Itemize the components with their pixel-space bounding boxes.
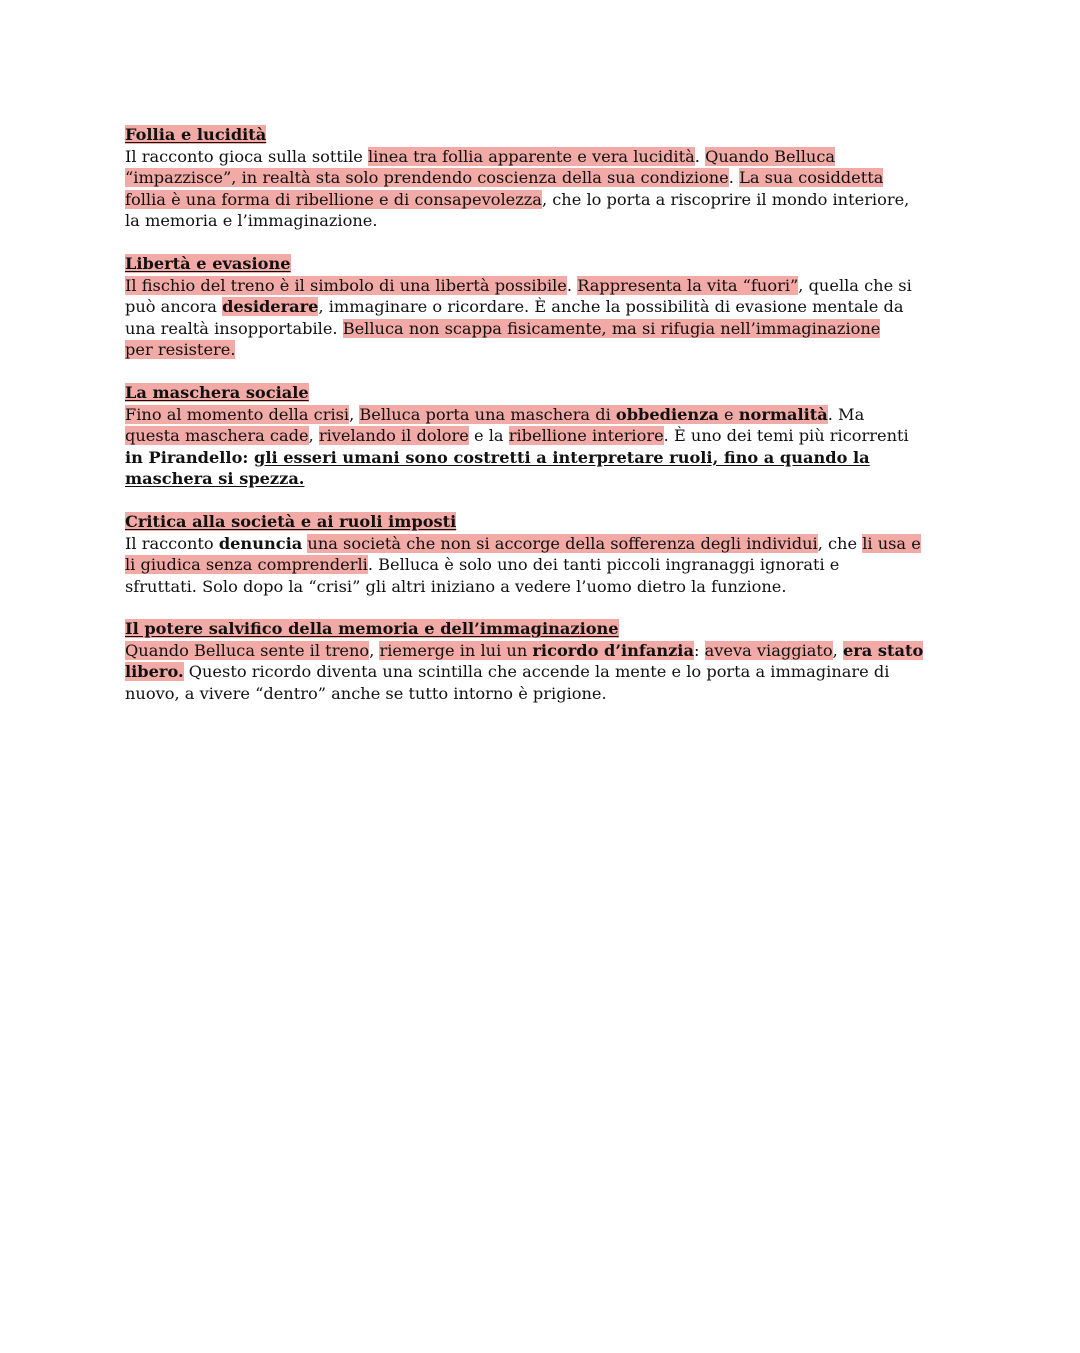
text-segment: nuovo, a vivere “dentro” anche se tutto intorno è prigione. (125, 684, 607, 704)
highlighted-text: desiderare (222, 297, 319, 317)
highlighted-text: “impazzisce”, in realtà sta solo prendendo coscienza della sua condizione (125, 168, 729, 188)
text-segment: . (694, 146, 706, 166)
text-line (125, 404, 965, 426)
heading-text: Follia e lucidità (125, 125, 267, 144)
highlighted-text: riemerge in lui un (379, 640, 533, 660)
heading-text: La maschera sociale (125, 382, 309, 402)
highlighted-text: normalità (738, 404, 828, 424)
highlighted-text: aveva viaggiato (704, 640, 833, 660)
text-line (125, 447, 965, 469)
text-segment: , (369, 640, 380, 660)
text-segment: . Belluca è solo uno dei tanti piccoli ingranaggi ignorati e (367, 555, 840, 575)
bold-text: gli esseri umani sono costretti a interpretare ruoli, fino a quando la (254, 447, 870, 467)
text-line (125, 296, 965, 318)
text-line (125, 425, 965, 447)
text-line (125, 533, 965, 555)
text-segment: . (566, 275, 578, 295)
section-paragraph (125, 146, 965, 232)
highlighted-text: obbedienza (615, 404, 719, 424)
text-segment: una realtà insopportabile. (125, 318, 343, 338)
text-segment: , (308, 426, 319, 446)
highlighted-text: questa maschera cade (125, 426, 309, 446)
section-paragraph (125, 404, 965, 490)
text-segment: può ancora (125, 297, 223, 317)
highlighted-text: libero. (125, 662, 184, 682)
section-paragraph (125, 640, 965, 705)
highlighted-text: follia è una forma di ribellione e di consapevolezza (125, 189, 542, 209)
section-heading (125, 511, 965, 533)
section-paragraph (125, 533, 965, 598)
text-line (125, 339, 965, 361)
text-segment: Il racconto (125, 533, 219, 553)
text-line (125, 146, 965, 168)
text-segment: Questo ricordo diventa una scintilla che accende la mente e lo porta a immaginare di (183, 662, 890, 682)
section-heading (125, 124, 965, 146)
bold-text: maschera si spezza. (125, 469, 305, 489)
text-line (125, 189, 965, 211)
text-segment: , che lo porta a riscoprire il mondo interiore, (541, 189, 910, 209)
heading-text: Critica alla società e ai ruoli imposti (125, 511, 457, 531)
highlighted-text: La sua cosiddetta (739, 168, 884, 188)
text-segment: , (349, 404, 360, 424)
text-segment: . Ma (827, 404, 865, 424)
highlighted-text: rivelando il dolore (318, 426, 469, 446)
text-segment: e la (468, 426, 509, 446)
highlighted-text: ribellione interiore (508, 426, 664, 446)
text-line (125, 661, 965, 683)
section-paragraph (125, 275, 965, 361)
text-segment: , che (817, 533, 863, 553)
highlighted-text: Fino al momento della crisi (125, 404, 350, 424)
highlighted-text: una società che non si accorge della sofferenza degli individui (307, 533, 818, 553)
section (125, 618, 965, 704)
text-segment: Il racconto gioca sulla sottile (125, 146, 368, 166)
text-line (125, 640, 965, 662)
highlighted-text: Il fischio del treno è il simbolo di una libertà possibile (125, 275, 567, 295)
highlighted-text: era stato (842, 640, 924, 660)
text-line (125, 576, 965, 598)
highlighted-text: li giudica senza comprenderli (125, 555, 368, 575)
section (125, 511, 965, 597)
bold-text: in Pirandello: (125, 447, 254, 467)
text-segment: , immaginare o ricordare. È anche la possibilità di evasione mentale da (318, 297, 904, 317)
text-line (125, 210, 965, 232)
heading-text: Libertà e evasione (125, 253, 291, 273)
bold-text: denuncia (218, 533, 303, 553)
heading-text: Il potere salvifico della memoria e dell’immaginazione (125, 619, 619, 639)
highlighted-text: ricordo d’infanzia (532, 640, 694, 660)
highlighted-text: Quando Belluca (705, 146, 836, 166)
highlighted-text: Belluca non scappa fisicamente, ma si rifugia nell’immaginazione (342, 318, 881, 338)
section-heading (125, 618, 965, 640)
highlighted-text: li usa e (862, 533, 921, 553)
section-heading (125, 253, 965, 275)
text-line (125, 275, 965, 297)
text-segment: , quella che si (798, 275, 912, 295)
text-segment: , (832, 640, 843, 660)
section (125, 382, 965, 490)
text-segment: . È uno dei temi più ricorrenti (663, 426, 909, 446)
highlighted-text: Rappresenta la vita “fuori” (577, 275, 799, 295)
highlighted-text: Belluca porta una maschera di (359, 404, 616, 424)
highlighted-text: linea tra follia apparente e vera lucidità (367, 146, 695, 166)
text-line (125, 318, 965, 340)
text-segment: . (728, 168, 740, 188)
text-line (125, 167, 965, 189)
text-line (125, 554, 965, 576)
highlighted-text: e (718, 404, 739, 424)
highlighted-text: Quando Belluca sente il treno (125, 640, 370, 660)
section (125, 253, 965, 361)
highlighted-text: per resistere. (125, 340, 236, 360)
text-segment: : (693, 640, 705, 660)
section (125, 124, 965, 232)
text-segment: sfruttati. Solo dopo la “crisi” gli altri iniziano a vedere l’uomo dietro la funzione. (125, 576, 787, 596)
section-heading (125, 382, 965, 404)
text-line (125, 683, 965, 705)
document-page (125, 124, 965, 726)
text-segment: la memoria e l’immaginazione. (125, 211, 378, 231)
text-line (125, 468, 965, 490)
